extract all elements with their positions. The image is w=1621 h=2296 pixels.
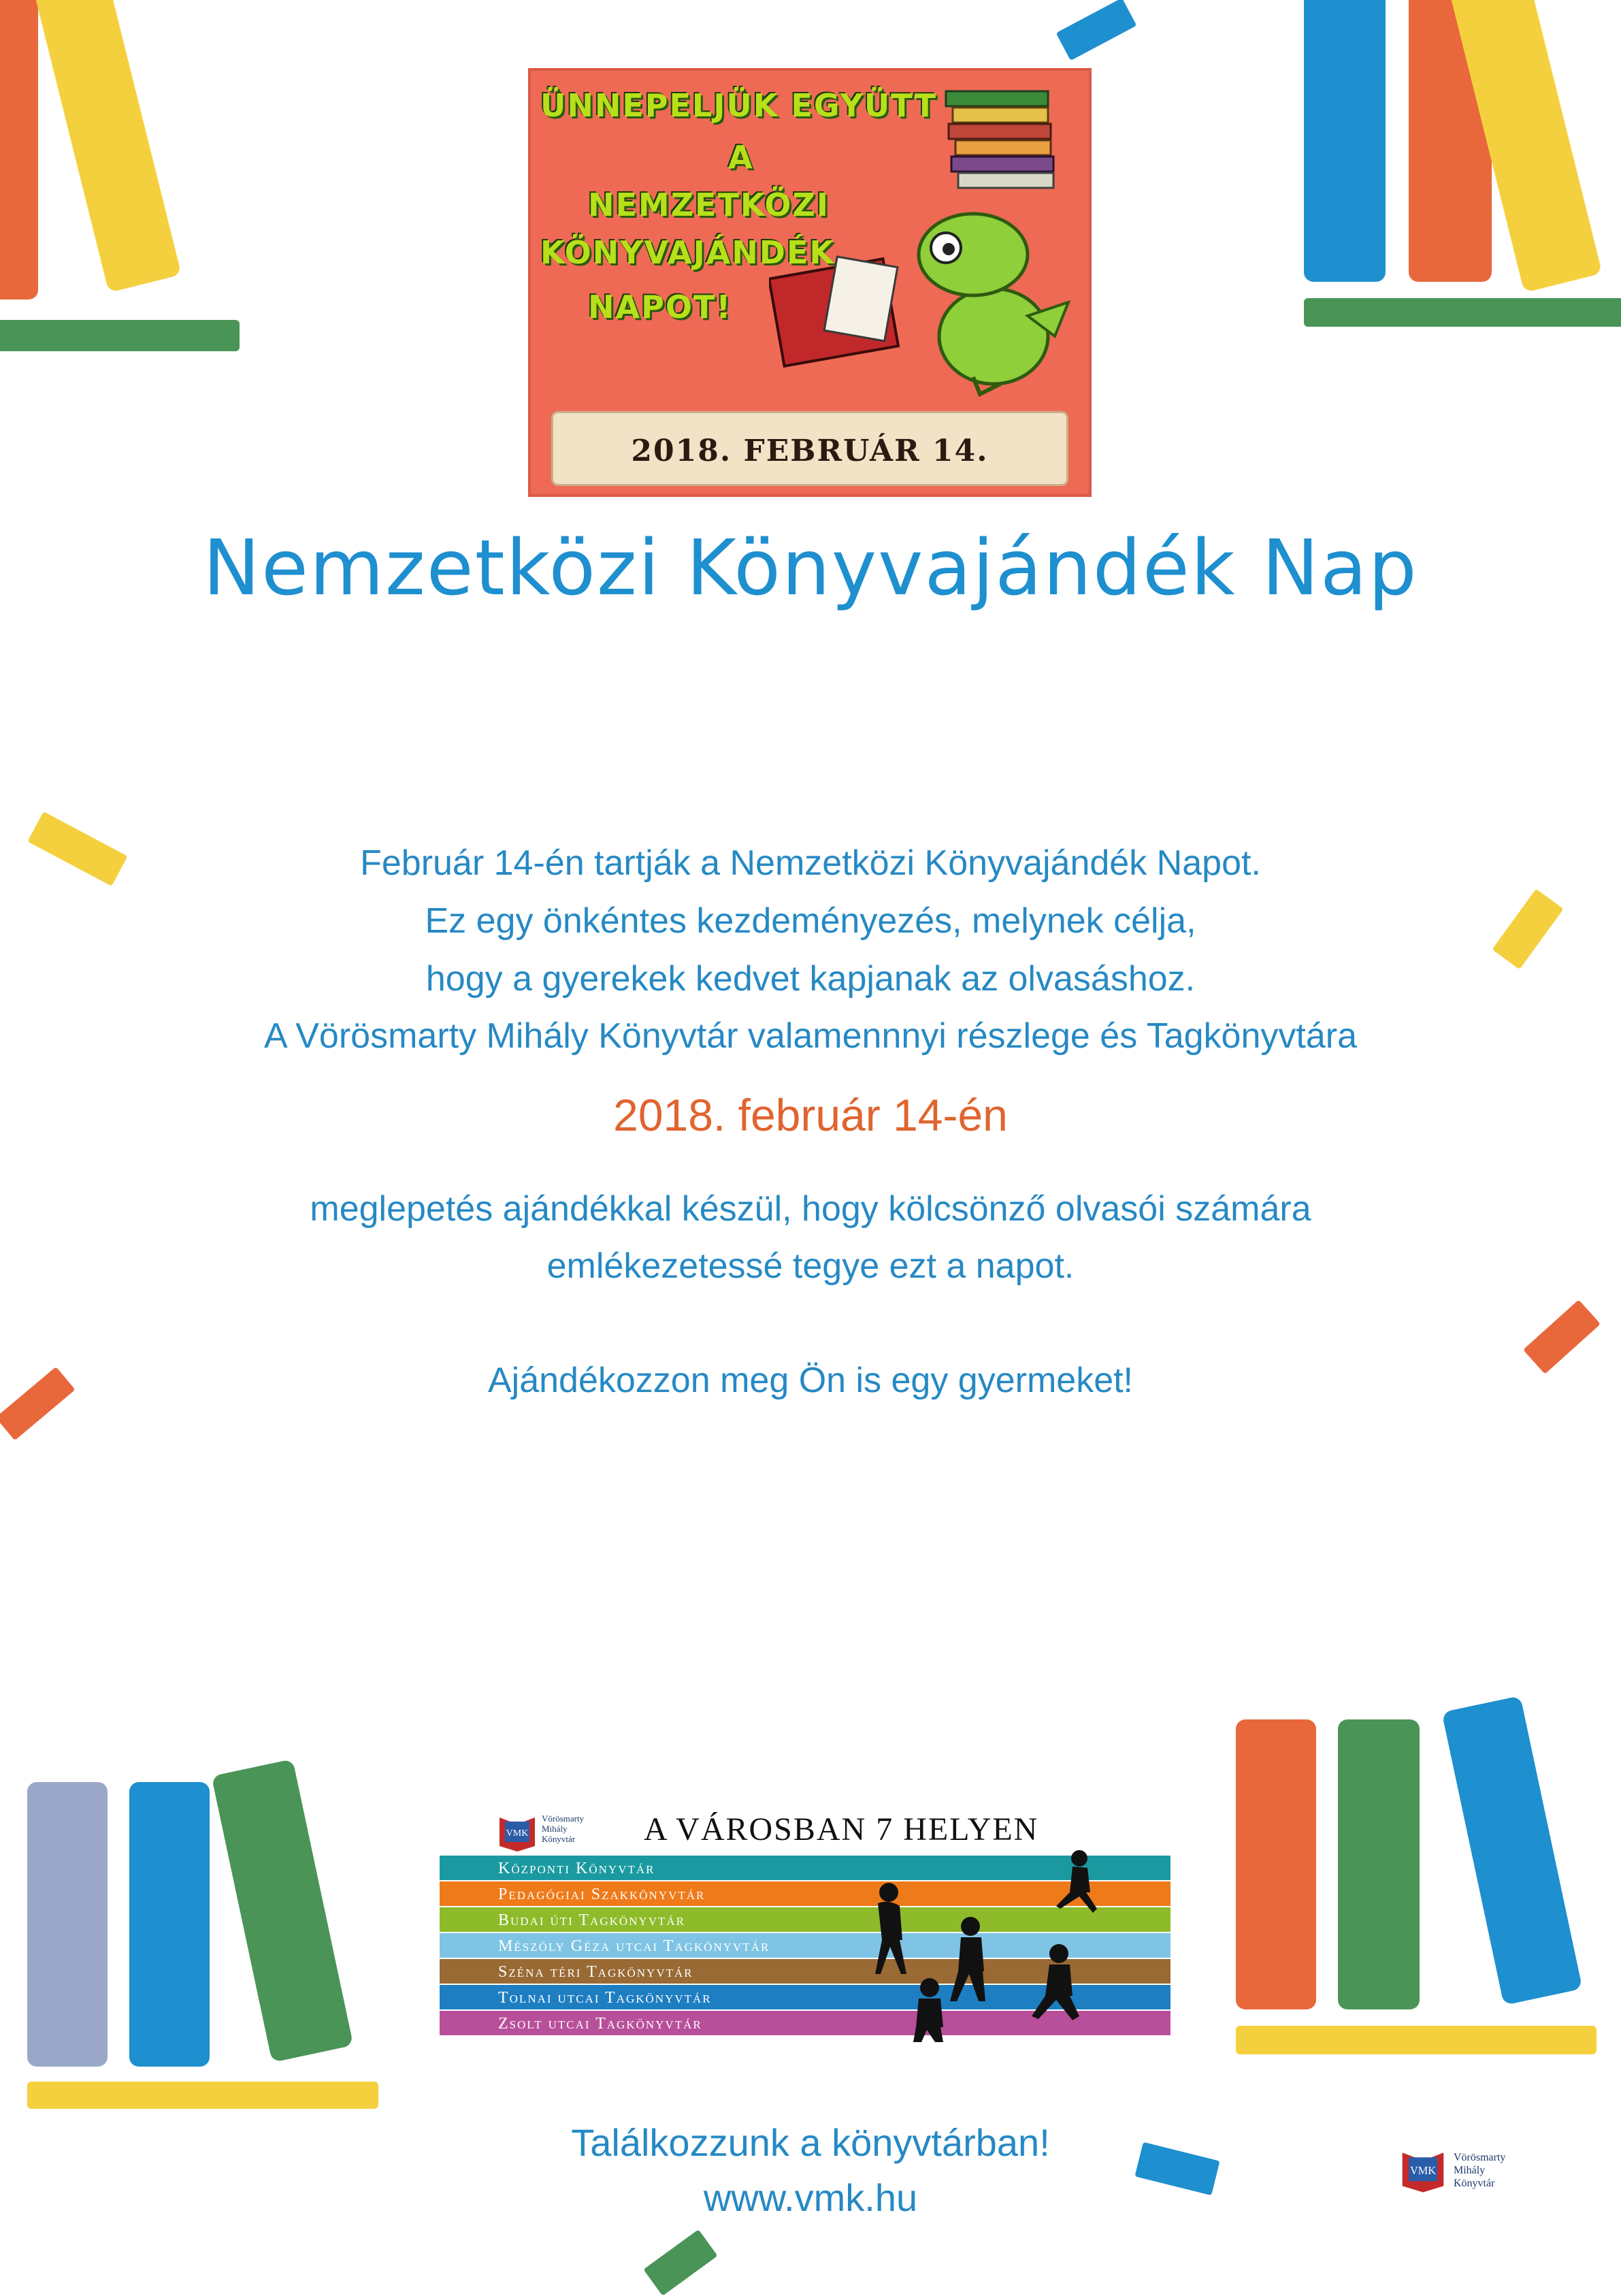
page-title: Nemzetközi Könyvajándék Nap xyxy=(203,524,1418,613)
vmk-logo-icon xyxy=(1399,2144,1447,2196)
decor-book-green-bottom-left xyxy=(212,1759,354,2063)
decor-book-orange-top-left xyxy=(0,0,38,300)
poster-line-5: NAPOT! xyxy=(588,289,732,325)
body-line-5: meglepetés ajándékkal készül, hogy kölcsönző olvasói számára xyxy=(310,1189,1311,1229)
book-stack-illustration xyxy=(939,84,1075,193)
footer-slogan: Találkozzunk a könyvtárban! xyxy=(571,2121,1050,2164)
banner-logo-text xyxy=(542,1813,584,1844)
poster-line-1: ÜNNEPELJÜK EGYÜTT xyxy=(540,87,937,124)
decor-confetti-green-bottom xyxy=(643,2229,717,2296)
event-date: 2018. február 14-én xyxy=(613,1090,1008,1140)
banner-stripe-label: Mészöly Géza utcai Tagkönyvtár xyxy=(498,1937,770,1955)
banner-stripe-label: Pedagógiai Szakkönyvtár xyxy=(498,1886,706,1903)
logo-text-line-1: Vörösmarty xyxy=(542,1813,585,1824)
poster-date-scroll xyxy=(551,411,1068,486)
decor-book-green-bottom-right xyxy=(1338,1719,1420,2009)
body-line-1: Február 14-én tartják a Nemzetközi Könyvajándék Napot. xyxy=(360,843,1261,883)
logo-text-line-3: Könyvtár xyxy=(542,1834,576,1844)
body-call-to-action: Ajándékozzon meg Ön is egy gyermeket! xyxy=(487,1361,1134,1400)
footer-logo-line-3: Könyvtár xyxy=(1454,2178,1495,2189)
footer-logo-text xyxy=(1454,2151,1505,2190)
banner-stripe-label: Központi Könyvtár xyxy=(498,1860,655,1877)
event-poster-image xyxy=(528,68,1092,497)
red-book-illustration xyxy=(769,255,905,370)
decor-book-blue-bottom-left xyxy=(129,1782,210,2067)
poster-line-4: KÖNYVAJÁNDÉK xyxy=(540,234,836,271)
poster-date: 2018. FEBRUÁR 14. xyxy=(631,434,989,468)
body-line-4: A Vörösmarty Mihály Könyvtár valamennnyi részlege és Tagkönyvtára xyxy=(263,1016,1357,1056)
decor-shelf-green-top-left xyxy=(0,320,240,351)
footer-logo-line-1: Vörösmarty xyxy=(1454,2152,1506,2163)
banner-headline: A VÁROSBAN 7 HELYEN xyxy=(644,1811,1039,1847)
decor-shelf-green-top-right xyxy=(1304,298,1621,327)
svg-text:VMK: VMK xyxy=(506,1828,529,1839)
poster-line-2: A xyxy=(728,139,754,176)
body-line-6: emlékezetessé tegye ezt a napot. xyxy=(546,1246,1075,1286)
logo-text-line-2: Mihály xyxy=(542,1824,568,1834)
banner-stripe-label: Zsolt utcai Tagkönyvtár xyxy=(498,2015,702,2033)
library-locations-banner xyxy=(440,1797,1170,2042)
banner-stripe-label: Széna téri Tagkönyvtár xyxy=(498,1963,693,1981)
body-line-3: hogy a gyerekek kedvet kapjanak az olvasáshoz. xyxy=(425,959,1196,999)
banner-stripe-label: Budai úti Tagkönyvtár xyxy=(498,1911,685,1929)
vmk-footer-logo xyxy=(1399,2144,1549,2199)
poster-line-3: NEMZETKÖZI xyxy=(588,187,830,223)
decor-book-lavender-bottom-left xyxy=(27,1782,108,2067)
body-line-2: Ez egy önkéntes kezdeményezés, melynek célja, xyxy=(425,901,1196,941)
decor-book-blue-bottom-right xyxy=(1442,1696,1583,2005)
reader-silhouettes-illustration xyxy=(848,1838,1161,2042)
decor-book-yellow-top-left xyxy=(31,0,181,293)
decor-book-orange-bottom-right xyxy=(1236,1719,1316,2009)
footer-website-link[interactable]: www.vmk.hu xyxy=(703,2176,918,2219)
decor-book-blue-top-right xyxy=(1304,0,1386,282)
banner-stripe-label: Tolnai utcai Tagkönyvtár xyxy=(498,1989,712,2007)
decor-shelf-yellow-bottom-left xyxy=(27,2082,378,2109)
decor-confetti-blue-top xyxy=(1056,0,1137,61)
vmk-logo-icon xyxy=(497,1812,538,1853)
dragon-illustration xyxy=(891,180,1082,398)
svg-text:VMK: VMK xyxy=(1409,2163,1437,2177)
decor-shelf-yellow-bottom-right xyxy=(1236,2026,1597,2054)
footer-logo-line-2: Mihály xyxy=(1454,2165,1486,2176)
